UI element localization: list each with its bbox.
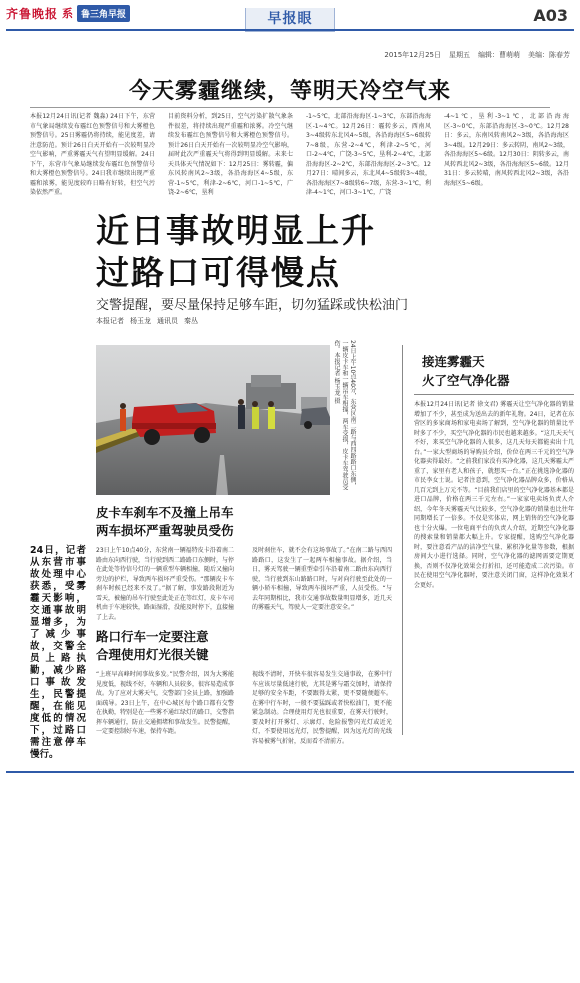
feature-byline (96, 316, 198, 326)
sub2-headline (96, 628, 209, 664)
top-story-col-3: -1~5℃，北部沿海海区-1~3℃，东部沿海海区-1~4℃。12月26日：霾转多云，西南风3~4级转东北风4~5级，各沿海海区5~6级转7~8级，东营-2~4℃，利津-2~5℃，河口-2~4℃，广饶-3~5℃，垦利-2~4℃，北部沿海海区-2~2℃，东部沿海海区-2~3℃。12月27日：晴间多云，东北风4~5级转3~4级，各沿海海区7~8级转6~7级，东营-3~1℃，利津-4~1℃，河口-3~1℃，广饶 (306, 113, 431, 196)
editor: 编辑：曹萌萌 (478, 51, 520, 59)
feature-subhead: 交警提醒，要尽量保持足够车距，切勿猛踩或快松油门 (96, 298, 409, 313)
side-story-rule (414, 394, 574, 395)
brand-suffix: 系 (62, 7, 74, 20)
brand-logo (6, 4, 130, 22)
sub1-headline (96, 504, 234, 540)
sub1-headline-line-2: 两车损坏严重驾驶员受伤 (96, 523, 234, 538)
top-story-col-1: 本报12月24日讯(记者 魏淼) 24日下午，东营市气象局继续发布霾红色预警信号和大雾橙色预警信号。25日雾霾仍将持续，能见度差，请注意防范。预计26日白天开始有一次较明显冷空气影响，严重雾霾天气有望明显缓解。24日下午，东营市气象局继续发布霾红色预警信号和大雾橙色预警信号。24日我市继续出现严重霾和浓雾，能见度较昨日略有好转，但空气污染依然严重。 (30, 113, 155, 196)
top-rule (30, 107, 550, 108)
sub1-col-1: 23日上午10点40分，东营南一辆福特皮卡沿着南二路由东向西行驶，当行驶到西二路路口东侧时，与停在此处等待信号灯的一辆重型车辆相撞，随后又撞向旁边的护栏，导致两车损坏严重受伤。“那辆皮卡车刹车时候已经来不及了。”据了解，事发路段附近为雪天，被撞的吊车行驶至此处正在等红灯，皮卡车司机由于车速较快，路面湿滑，没能及时停下，直接撞了上去。 (96, 547, 235, 621)
section-title: 早报眼 (267, 11, 313, 27)
accident-photo-drawing (96, 345, 330, 495)
sub2-headline-line-2: 合理使用灯光很关键 (96, 647, 209, 662)
byline-role-2: 通讯员 (157, 317, 178, 325)
designer: 美编：陈春芳 (528, 51, 570, 59)
top-story-col-2: 目前资料分析，到25日，空气污染扩散气象条件很差，将持续出现严重霾和浓雾。冷空气继续发布霾红色预警信号和大雾橙色预警信号。预计26日白天开始有一次较明显冷空气影响，届时此次严重霾天气将得到明显缓解。未来七天具体天气情况如下：12月25日：雾转霾，偏东风转南风2~3级，各沿海海区4~5级，东营-1~5℃，利津-2~6℃，河口-1~5℃，广饶-2~6℃，垦利 (168, 113, 293, 196)
side-story-headline (422, 352, 510, 390)
brand-sub: 鲁三角早报 (77, 5, 130, 22)
side-story-headline-line-2: 火了空气净化器 (422, 373, 510, 388)
page-number: A03 (533, 6, 568, 25)
sub1-col-2: 及时刹住车，就不会有这场事故了。”在南二路与西四路路口，这发生了一起两车相撞事故。据介绍，当日，雾天驾驶一辆重型牵引车沿着南二路由东向西行驶，当行驶到东山路路口时，与对向行驶至此处的一辆小轿车相撞，导致两车损坏严重，人员受伤。“与去年同期相比，我市交通事故数量明显增多，近几天的雾霾天气，驾驶人一定要注意安全。” (252, 547, 392, 611)
header-rule (6, 29, 574, 31)
feature-headline-line-1: 近日事故明显上升 (96, 211, 376, 250)
side-note: 24日，记者从东营市事故处理中心获悉，受雾霾天影响，交通事故明显增多，为了减少事故，交警全员上路执勤，减少路口事故发生，民警提醒，在能见度低的情况下，过路口需注意停车慢行。 (30, 545, 86, 760)
photo-caption: 24日上午10点40分，东营区南二路与西四路路口东侧，一辆皮卡车和一辆吊车相撞，两车受损，皮卡车驾驶员受伤。本报记者 杨玉龙 摄 (333, 340, 356, 490)
brand-name: 齐鲁晚报 (6, 6, 59, 21)
accident-photo (96, 345, 330, 495)
sub2-col-2: 视线不清时，开快车很容易发生交通事故，在雾中行车应该尽量低速行驶，尤其是雾与霜交加时，请保持足够的安全车距，不要跟得太紧，更不要随便超车。在雾中行车时，一般不要猛踩或者快松油门，更不能紧急制动。合理使用灯光也很重要，在雾天行驶时，要及时打开雾灯、示廓灯、危险报警闪光灯或近光灯，不要使用远光灯，民警提醒，因为远光灯的光线容易被雾气折射，反而看不清前方。 (252, 671, 392, 745)
bottom-rule (6, 771, 574, 773)
byline-name-1: 杨玉龙 (130, 317, 151, 325)
byline-role-1: 本报记者 (96, 317, 124, 325)
top-headline: 今天雾霾继续，等明天冷空气来 (128, 79, 451, 104)
issue-weekday: 星期五 (449, 51, 470, 59)
issue-meta (384, 50, 570, 60)
feature-headline (96, 210, 376, 294)
side-story-body: 本报12月24日讯(记者 徐文君) 雾霾天让空气净化器的销量增加了不少，甚至成为送出去的新年礼物。24日，记者在东营区的多家商场和家电卖场了解到，空气净化器的销量比平时多了不少，买空气净化器的市民也越来越多。“这几天天气不好，来买空气净化器的人很多，这几天每天都能卖出十几台。”一家大型商场的导购员介绍，价位在两三千元的空气净化器卖得最好。“之前我们家没有买净化器，这几天雾霾太严重了，家里有老人和孩子，就想买一台。”正在挑选净化器的市民李女士说。记者注意到，空气净化器品牌众多，价格从几百元到上万元不等。“目前我们店里的空气净化器基本都是进口品牌，价格在两三千元左右。”一家家电卖场负责人介绍，今年冬天雾霾天气比较多，空气净化器的销量也比往年同期增长了一倍多。不仅是实体店，网上销售的空气净化器也十分火爆。一位电商平台的负责人介绍，近期空气净化器的搜索量和销量都大幅上升。专家提醒，选购空气净化器时，要注意看产品的洁净空气量、累积净化量等参数，根据房间大小进行选择。同时，空气净化器的滤网需要定期更换，否则不仅净化效果会打折扣，还可能造成二次污染。市民在使用空气净化器时，要注意关闭门窗，这样净化效果才会更好。 (414, 401, 574, 589)
sub2-col-1: “上班早高峰时间事故多发。”民警介绍，因为大雾能见度低，视线不好，车辆和人员较多，很容易造成事故。为了应对大雾天气，交警部门全员上路，加强路面疏导。23日上午，在中心城区每个路口都有交警在执勤，特别是在一些雾不通红绿灯的路口，交警指挥车辆通行，防止交通拥堵和事故发生。民警提醒，一定要控制好车速，保持车距。 (96, 671, 235, 735)
masthead (0, 0, 580, 44)
byline-name-2: 秦丛 (184, 317, 198, 325)
side-story-headline-line-1: 接连雾霾天 (422, 354, 485, 369)
column-divider (402, 345, 403, 735)
sub1-headline-line-1: 皮卡车刹车不及撞上吊车 (96, 505, 234, 520)
sub2-headline-line-1: 路口行车一定要注意 (96, 629, 209, 644)
issue-date: 2015年12月25日 (384, 51, 441, 59)
top-story-col-4: -4~1℃，垦利-3~1℃，北部沿海海区-3~0℃，东部沿海海区-3~0℃。12月28日：多云，东南风转南风2~3级，各沿海海区3~4级。12月29日：多云转阴，南风2~3级，各沿海海区5~6级。12月30日：阴转多云，南风转西北风2~3级，各沿海海区5~6级。12月31日：多云转晴，南风转西北风2~3级，各沿海海区5~6级。 (444, 113, 569, 187)
feature-headline-line-2: 过路口可得慢点 (96, 253, 341, 292)
